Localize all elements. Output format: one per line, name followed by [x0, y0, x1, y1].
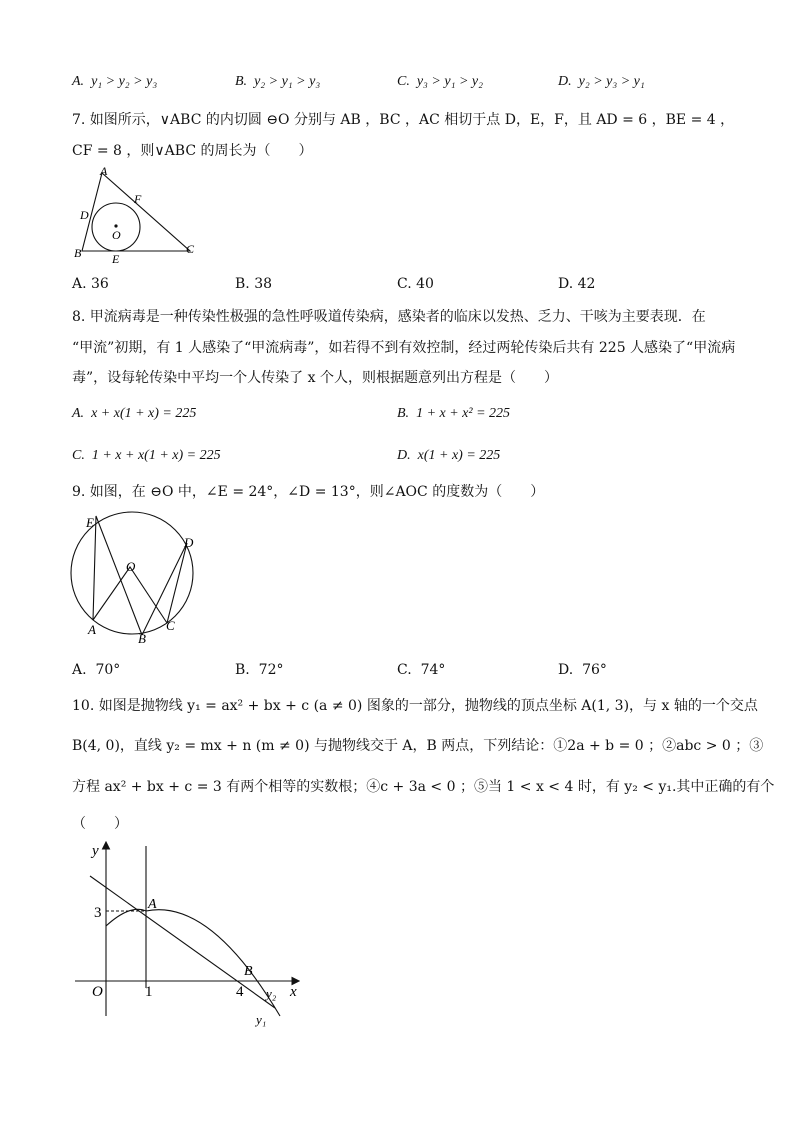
q9-option-a: A. 70° — [72, 662, 121, 678]
q8-stem-line-1: 8. 甲流病毒是一种传染性极强的急性呼吸道传染病，感染者的临床以发热、乏力、干咳为主要表现．在 — [72, 309, 706, 325]
q10-stem-line-2: B(4, 0)，直线 y₂ = mx + n (m ≠ 0) 与抛物线交于 A，B 两点，下列结论：①2a + b = 0 ；②abc > 0 ；③ — [72, 738, 764, 754]
q9-label-o: O — [126, 559, 136, 574]
q7-label-o: O — [112, 228, 121, 242]
q6-option-a: A. y₁ > y₂ > y₃ — [72, 74, 158, 89]
q8-option-d: D. x(1 + x) = 225 — [397, 448, 501, 463]
q9-option-d: D. 76° — [558, 662, 607, 678]
q7-option-c: C. 40 — [397, 276, 434, 292]
q10-label-4: 4 — [236, 984, 244, 1000]
q8-option-c: C. 1 + x + x(1 + x) = 225 — [72, 448, 221, 463]
q9-label-d: D — [184, 535, 194, 550]
q7-stem-line-2: CF = 8 ，则∨ABC 的周长为（ ） — [72, 143, 313, 159]
q7-stem-line-1: 7. 如图所示，∨ABC 的内切圆 ⊖O 分别与 AB ，BC ，AC 相切于点 D，E，F，且 AD = 6 ，BE = 4 ， — [72, 112, 735, 128]
q7-label-b: B — [74, 246, 82, 260]
q9-chord-aeb — [93, 516, 142, 635]
q10-stem-line-4: （ ） — [72, 816, 128, 832]
q7-figure-triangle-incircle — [72, 165, 207, 267]
q10-label-a: A — [148, 897, 157, 912]
q7-option-a: A. 36 — [72, 276, 109, 292]
q6-option-d: D. y₂ > y₃ > y₁ — [558, 74, 645, 89]
q10-label-3: 3 — [94, 905, 102, 921]
q9-option-c: C. 74° — [397, 662, 446, 678]
q9-option-b: B. 72° — [235, 662, 284, 678]
q10-label-o: O — [92, 984, 103, 1000]
q9-label-c: C — [166, 618, 175, 633]
q10-stem-line-3: 方程 ax² + bx + c = 3 有两个相等的实数根；④c + 3a < 0 ；⑤当 1 < x < 4 时，有 y₂ < y₁.其中正确的有个 — [72, 779, 775, 795]
q10-line-y2 — [90, 876, 275, 1008]
q7-option-d: D. 42 — [558, 276, 596, 292]
q6-option-b: B. y₂ > y₁ > y₃ — [235, 74, 321, 89]
q8-option-a: A. x + x(1 + x) = 225 — [72, 406, 197, 421]
q10-label-x: x — [290, 984, 297, 1000]
q9-radius-aoc — [93, 567, 167, 623]
q7-label-a: A — [100, 165, 108, 178]
q7-label-d: D — [80, 208, 89, 222]
q10-label-y2: y₂ — [266, 986, 277, 1001]
q9-label-a: A — [88, 622, 96, 637]
q6-option-c: C. y₃ > y₁ > y₂ — [397, 74, 483, 89]
q9-label-e: E — [86, 515, 94, 530]
q10-label-1: 1 — [145, 984, 153, 1000]
q8-option-b: B. 1 + x + x² = 225 — [397, 406, 511, 421]
q9-stem-line-1: 9. 如图，在 ⊖O 中，∠E = 24°，∠D = 13°，则∠AOC 的度数为（ ） — [72, 484, 545, 500]
q7-option-b: B. 38 — [235, 276, 273, 292]
q10-label-y1: y₁ — [256, 1012, 267, 1027]
q10-parabola-y1 — [106, 909, 280, 1016]
q7-label-f: F — [134, 192, 142, 206]
q10-figure-parabola — [70, 838, 310, 1028]
q9-figure-circle — [70, 507, 205, 647]
q8-stem-line-3: 毒”，设每轮传染中平均一个人传染了 x 个人，则根据题意列出方程是（ ） — [72, 370, 558, 386]
q10-label-b: B — [244, 964, 253, 979]
q8-stem-line-2: “甲流”初期，有 1 人感染了“甲流病毒”，如若得不到有效控制，经过两轮传染后共有 225 人感染了“甲流病 — [72, 340, 736, 356]
q10-stem-line-1: 10. 如图是抛物线 y₁ = ax² + bx + c (a ≠ 0) 图象的一部分，抛物线的顶点坐标 A(1, 3)，与 x 轴的一个交点 — [72, 698, 758, 714]
q9-chord-bdc — [142, 543, 187, 635]
q7-label-e: E — [112, 252, 120, 266]
q9-label-b: B — [138, 631, 146, 646]
q7-label-c: C — [186, 242, 195, 256]
q10-label-y: y — [92, 843, 99, 859]
